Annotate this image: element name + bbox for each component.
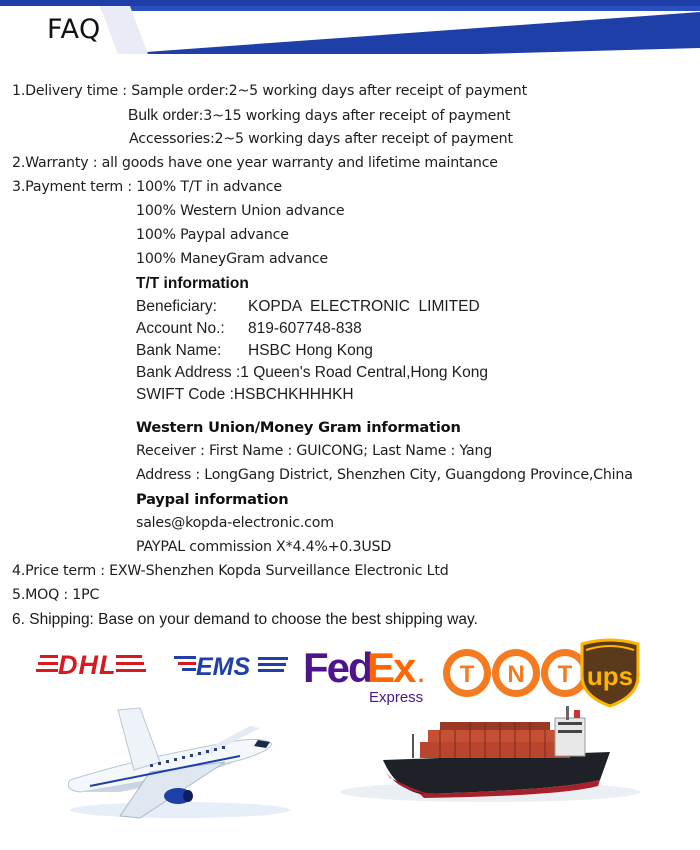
tt-beneficiary-row — [136, 298, 480, 316]
account-label: Account No.: — [136, 320, 225, 337]
ship-containers — [420, 722, 570, 758]
ups-text: ups — [586, 661, 634, 691]
wu-receiver: Receiver : First Name : GUICONG; Last Name : Yang — [136, 443, 493, 459]
delivery-bulk-line — [128, 107, 510, 125]
paypal-heading: Paypal information — [136, 491, 289, 508]
delivery-accessories: Accessories:2~5 working days after receipt of payment — [129, 131, 513, 147]
delivery-label: 1.Delivery time : — [12, 83, 132, 99]
wu-address: Address : LongGang District, Shenzhen City, Guangdong Province,China — [136, 467, 633, 483]
swift-value: HSBCHKHHHKH — [233, 386, 354, 403]
payment-label: 3.Payment term : — [12, 179, 137, 195]
fedex-express: Express — [369, 689, 424, 706]
bank-address-value: 1 Queen's Road Central,Hong Kong — [240, 364, 488, 381]
ups-logo — [582, 640, 638, 706]
carrier-logos-svg — [0, 630, 700, 710]
tnt-logo — [443, 649, 589, 697]
bank-name-value: HSBC Hong Kong — [248, 342, 373, 359]
tt-account-row — [136, 320, 362, 338]
payment-moneygram: 100% ManeyGram advance — [136, 251, 328, 267]
faq-header-banner — [0, 0, 700, 58]
tnt-letter-1: T — [459, 661, 475, 688]
paypal-commission: PAYPAL commission X*4.4%+0.3USD — [136, 539, 392, 555]
fedex-fed: Fed — [303, 644, 372, 691]
beneficiary-value: KOPDA ELECTRONIC LIMITED — [248, 298, 480, 315]
shipping-text: 6. Shipping: Base on your demand to choose the best shipping way. — [12, 611, 478, 628]
paypal-email: sales@kopda-electronic.com — [136, 515, 334, 531]
tt-bank-address-row — [136, 364, 488, 382]
bulk-order-label: Bulk order — [128, 107, 199, 124]
dhl-logo — [36, 650, 146, 680]
payment-line-1 — [12, 179, 282, 195]
wu-heading: Western Union/Money Gram information — [136, 419, 461, 436]
bank-address-label: Bank Address : — [136, 364, 241, 381]
payment-paypal: 100% Paypal advance — [136, 227, 289, 243]
cargo-ship-icon — [340, 706, 640, 802]
ems-text: EMS — [196, 653, 251, 681]
fedex-logo — [303, 644, 424, 706]
transport-svg — [0, 700, 700, 840]
header-stripes — [0, 0, 700, 58]
fedex-ex: Ex — [367, 644, 415, 691]
tt-swift-row — [136, 386, 354, 404]
price-term: 4.Price term : EXW-Shenzhen Kopda Surveillance Electronic Ltd — [12, 563, 449, 579]
delivery-sample-line — [12, 83, 527, 99]
payment-western-union: 100% Western Union advance — [136, 203, 345, 219]
bulk-order-text: :3~15 working days after receipt of payment — [198, 108, 511, 124]
tnt-letter-2: N — [507, 661, 525, 688]
airplane-icon — [68, 708, 290, 818]
payment-tt: 100% T/T in advance — [136, 179, 282, 195]
fedex-dot: . — [418, 662, 425, 687]
delivery-sample: Sample order:2~5 working days after receipt of payment — [131, 83, 527, 99]
tt-heading: T/T information — [136, 275, 249, 292]
account-value: 819-607748-838 — [248, 320, 362, 337]
bank-name-label: Bank Name: — [136, 342, 222, 359]
warranty-text: 2.Warranty : all goods have one year warranty and lifetime maintance — [12, 155, 498, 171]
page-title: FAQ — [47, 14, 101, 45]
ems-logo — [174, 653, 288, 681]
tnt-letter-3: T — [557, 661, 573, 688]
transport-images — [0, 700, 700, 840]
carrier-logos — [0, 630, 700, 710]
swift-label: SWIFT Code : — [136, 386, 234, 403]
tt-bank-name-row — [136, 342, 373, 360]
beneficiary-label: Beneficiary: — [136, 298, 217, 315]
moq-text: 5.MOQ : 1PC — [12, 587, 100, 603]
dhl-text: DHL — [58, 650, 117, 680]
